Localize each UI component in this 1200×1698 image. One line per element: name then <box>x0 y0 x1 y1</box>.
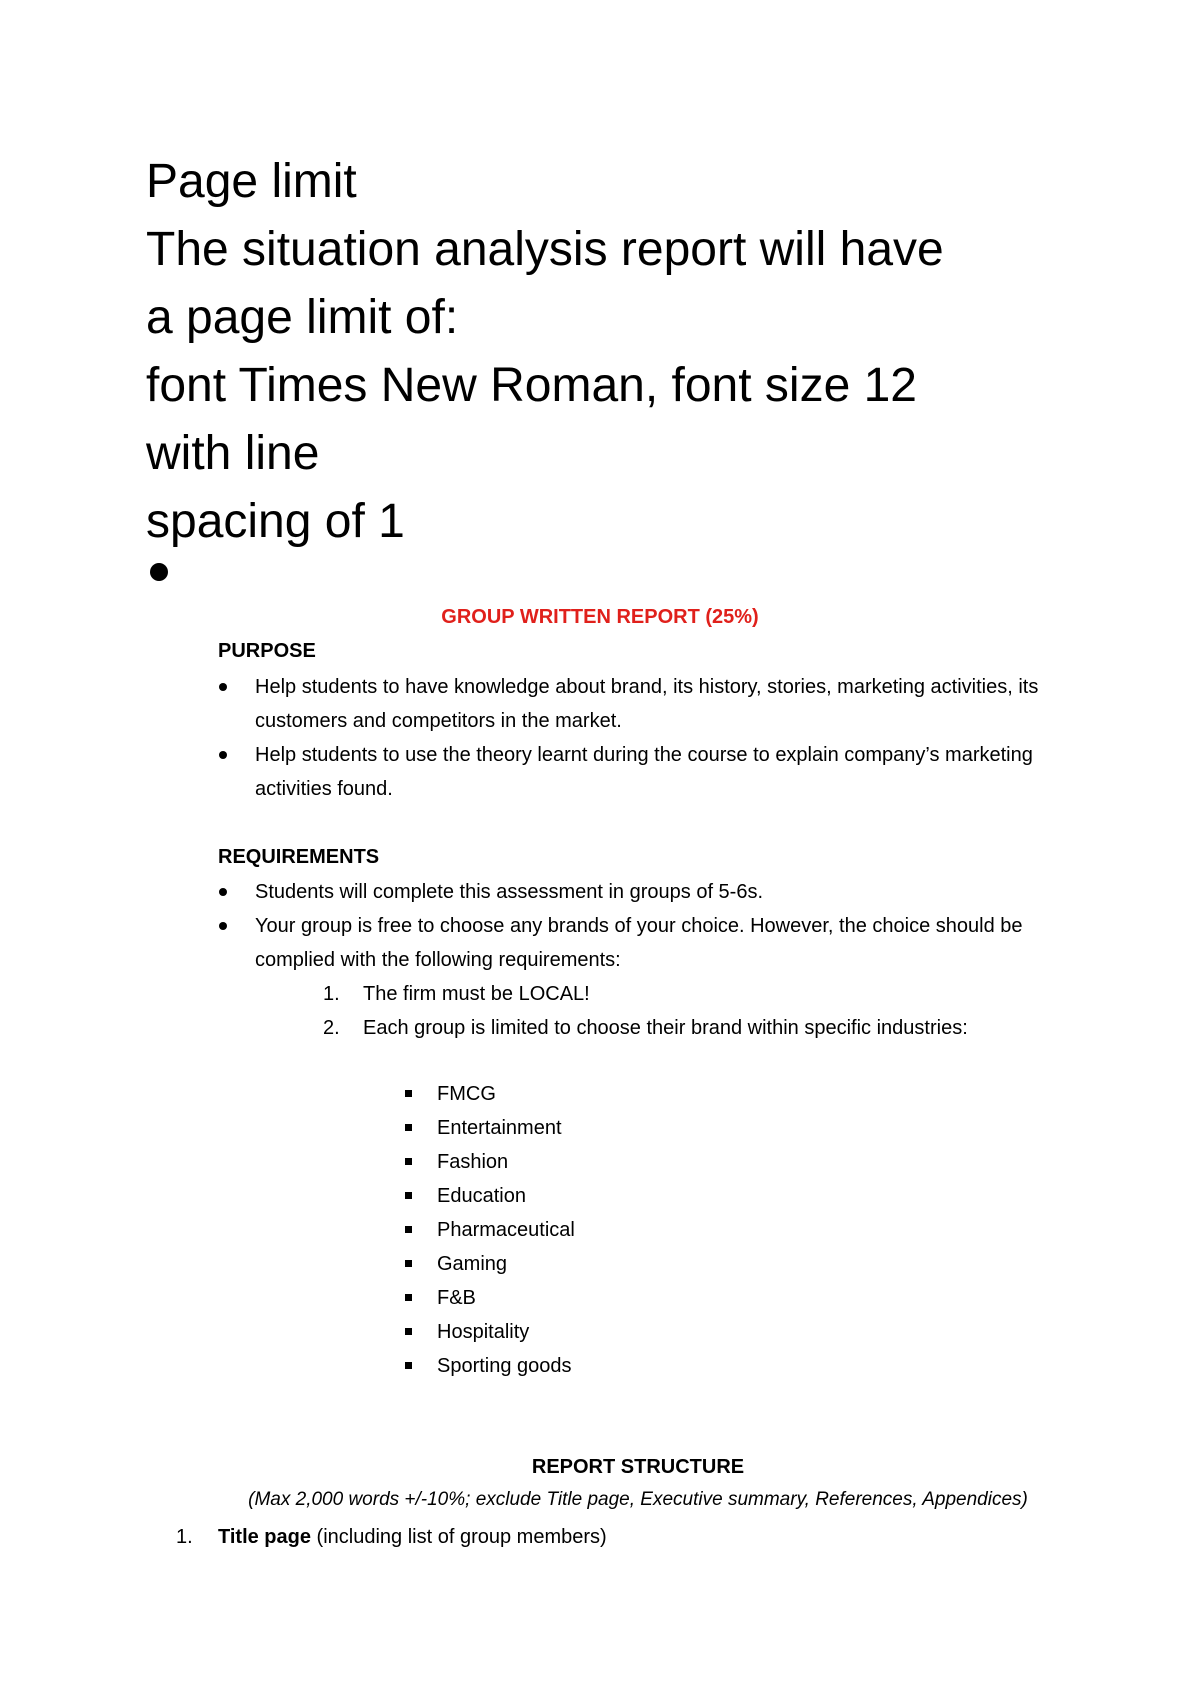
structure-item-number: 1. <box>176 1526 193 1548</box>
heading-line: with line <box>146 427 320 480</box>
industry-item: Fashion <box>437 1145 575 1179</box>
heading-line: a page limit of: <box>146 291 459 344</box>
purpose-label: PURPOSE <box>218 640 316 662</box>
industry-item: F&B <box>437 1281 575 1315</box>
industry-item: Hospitality <box>437 1315 575 1349</box>
subitem-number: 1. <box>323 983 340 1005</box>
structure-item-detail: (including list of group members) <box>311 1526 607 1548</box>
heading-line: font Times New Roman, font size 12 <box>146 359 917 412</box>
industry-item: FMCG <box>437 1077 575 1111</box>
industry-item: Gaming <box>437 1247 575 1281</box>
subitem-text: The firm must be LOCAL! <box>363 983 590 1005</box>
bullet-icon <box>150 563 168 581</box>
report-structure-title: REPORT STRUCTURE <box>531 1456 745 1478</box>
industry-item: Education <box>437 1179 575 1213</box>
purpose-item: Help students to use the theory learnt during the course to explain company’s marketing activities found. <box>255 738 1075 806</box>
requirement-subitem <box>323 1011 1003 1045</box>
subitem-text: Each group is limited to choose their brand within specific industries: <box>363 1017 968 1039</box>
industry-item: Sporting goods <box>437 1349 575 1383</box>
structure-item-title: Title page <box>218 1526 311 1548</box>
structure-item <box>176 1520 607 1554</box>
industry-item: Entertainment <box>437 1111 575 1145</box>
page-limit-heading <box>146 148 1106 556</box>
purpose-item: Help students to have knowledge about brand, its history, stories, marketing activities, its customers and competitors in the market. <box>255 670 1075 738</box>
heading-line: Page limit <box>146 155 357 208</box>
heading-line: spacing of 1 <box>146 495 405 548</box>
report-title: GROUP WRITTEN REPORT (25%) <box>441 606 759 628</box>
requirement-subitem <box>323 977 1003 1011</box>
report-structure-note: (Max 2,000 words +/-10%; exclude Title page, Executive summary, References, Appendices) <box>248 1489 1028 1510</box>
industry-list <box>437 1077 575 1383</box>
requirement-item: Your group is free to choose any brands of your choice. However, the choice should be complied with the following requirements: <box>255 909 1075 977</box>
heading-line: The situation analysis report will have <box>146 223 944 276</box>
subitem-number: 2. <box>323 1017 340 1039</box>
requirement-item: Students will complete this assessment in groups of 5-6s. <box>255 875 1075 909</box>
industry-item: Pharmaceutical <box>437 1213 575 1247</box>
requirements-label: REQUIREMENTS <box>218 846 380 868</box>
